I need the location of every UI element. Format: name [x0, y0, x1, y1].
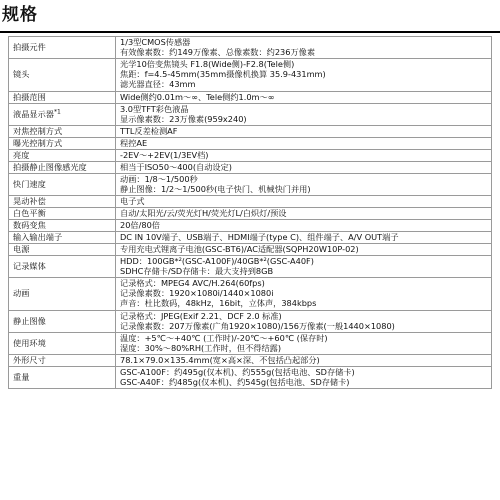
spec-value-line: 自动/太阳光/云/荧光灯H/荧光灯L/白炽灯/预设: [120, 207, 287, 218]
spec-label-text: 液晶显示器: [13, 108, 54, 119]
spec-table: [8, 36, 492, 389]
spec-value-line: 动画：1/8～1/500秒: [120, 173, 198, 184]
spec-label-text: 数码变焦: [13, 219, 46, 230]
spec-value-line: 3.0型TFT彩色液晶: [120, 103, 189, 114]
spec-value-line: GSC-A100F：约495g(仅本机)、约555g(包括电池、SD存储卡): [120, 366, 355, 377]
spec-label: [9, 220, 116, 232]
spec-label-text: 动画: [13, 288, 30, 299]
spec-value: [116, 126, 492, 138]
spec-label-text: 曝光控制方式: [13, 137, 63, 148]
spec-value: [116, 59, 492, 92]
spec-value-line: Wide侧约0.01m～∞、Tele侧约1.0m～∞: [120, 91, 275, 102]
spec-label: [9, 367, 116, 389]
spec-label-text: 使用环境: [13, 337, 46, 348]
spec-row: [9, 37, 492, 59]
spec-value-line: GSC-A40F：约485g(仅本机)、约545g(包括电池、SD存储卡): [120, 376, 350, 387]
spec-value: [116, 367, 492, 389]
spec-value-line: SDHC存储卡/SD存储卡：最大支持到8GB: [120, 265, 274, 276]
spec-value-line: -2EV～+2EV(1/3EV档): [120, 149, 209, 160]
spec-row: [9, 138, 492, 150]
spec-value-line: HDD：100GB*²(GSC-A100F)/40GB*²(GSC-A40F): [120, 255, 314, 266]
spec-value-line: 1/3型CMOS传感器: [120, 36, 191, 47]
spec-label: [9, 333, 116, 355]
spec-label-text: 镜头: [13, 69, 30, 80]
spec-row: [9, 311, 492, 333]
spec-value-line: 78.1×79.0×135.4mm(宽×高×深、不包括凸起部分): [120, 354, 320, 365]
spec-label-text: 记录媒体: [13, 260, 46, 271]
spec-label-text: 外形尺寸: [13, 354, 46, 365]
spec-label-text: 输入输出端子: [13, 231, 63, 242]
spec-value: [116, 150, 492, 162]
spec-value: [116, 256, 492, 278]
spec-label: [9, 138, 116, 150]
spec-label: [9, 311, 116, 333]
spec-label: [9, 244, 116, 256]
spec-table-body: [9, 37, 492, 389]
spec-row: [9, 162, 492, 174]
spec-label: [9, 355, 116, 367]
spec-label: [9, 126, 116, 138]
spec-value-line: 有效像素数：约149万像素、总像素数：约236万像素: [120, 46, 316, 57]
spec-value: [116, 355, 492, 367]
spec-value-line: 焦距：f=4.5-45mm(35mm摄像机换算 35.9-431mm): [120, 69, 326, 80]
spec-value-line: TTL反差检测AF: [120, 125, 178, 136]
spec-label: [9, 37, 116, 59]
title-divider: [0, 31, 500, 33]
spec-value-line: 记录像素数：1920×1080i/1440×1080i: [120, 288, 274, 299]
spec-value: [116, 196, 492, 208]
spec-row: [9, 278, 492, 311]
spec-row: [9, 256, 492, 278]
spec-value-line: 专用充电式锂离子电池(GSC-BT6)/AC适配器(SQPH20W10P-02): [120, 243, 359, 254]
spec-value: [116, 138, 492, 150]
spec-value: [116, 220, 492, 232]
spec-value-line: 记录像素数：207万像素(广角1920×1080)/156万像素(一般1440×1080): [120, 320, 395, 331]
spec-label: [9, 256, 116, 278]
spec-label: [9, 162, 116, 174]
spec-row: [9, 333, 492, 355]
spec-value-line: 相当于ISO50～400(自动设定): [120, 161, 232, 172]
spec-label: [9, 59, 116, 92]
spec-row: [9, 150, 492, 162]
spec-label: [9, 150, 116, 162]
spec-value: [116, 92, 492, 104]
spec-label: [9, 92, 116, 104]
spec-label-text: 白色平衡: [13, 207, 46, 218]
spec-row: [9, 174, 492, 196]
spec-value: [116, 104, 492, 126]
spec-label: [9, 232, 116, 244]
spec-value-line: 显示像素数：23万像素(959x240): [120, 113, 247, 124]
spec-value-line: 光学10倍变焦镜头 F1.8(Wide侧)-F2.8(Tele侧): [120, 59, 295, 70]
spec-label-text: 对焦控制方式: [13, 125, 63, 136]
spec-value-line: 滤光器直径：43mm: [120, 78, 196, 89]
spec-row: [9, 92, 492, 104]
spec-label: [9, 104, 116, 126]
spec-row: [9, 220, 492, 232]
spec-row: [9, 104, 492, 126]
spec-label: [9, 208, 116, 220]
spec-label: [9, 174, 116, 196]
spec-value-line: 记录格式：MPEG4 AVC/H.264(60fps): [120, 278, 265, 289]
spec-row: [9, 208, 492, 220]
spec-value-line: DC IN 10V端子、USB端子、HDMI端子(type C)、组件端子、A/V OUT端子: [120, 231, 399, 242]
spec-value: [116, 232, 492, 244]
spec-row: [9, 244, 492, 256]
spec-value-line: 20倍/80倍: [120, 219, 160, 230]
spec-value-line: 湿度：30%～80%RH(工作时，但不得结露): [120, 342, 282, 353]
spec-row: [9, 367, 492, 389]
spec-value-line: 温度：+5℃～+40℃ (工作时)/-20℃～+60℃ (保存时): [120, 332, 328, 343]
spec-label-text: 晃动补偿: [13, 195, 46, 206]
spec-row: [9, 59, 492, 92]
spec-value-line: 声音：杜比数码，48kHz，16bit，立体声，384kbps: [120, 297, 317, 308]
spec-label-text: 拍摄元件: [13, 41, 46, 52]
spec-value-line: 电子式: [120, 195, 145, 206]
spec-value-line: 记录格式：JPEG(Exif 2.21、DCF 2.0 标准): [120, 310, 282, 321]
spec-label-text: 拍摄静止图像感光度: [13, 161, 87, 172]
spec-value: [116, 333, 492, 355]
spec-value: [116, 37, 492, 59]
spec-value: [116, 162, 492, 174]
spec-label-text: 重量: [13, 371, 30, 382]
spec-label-text: 电源: [13, 243, 30, 254]
spec-label: [9, 196, 116, 208]
spec-label-text: 快门速度: [13, 178, 46, 189]
spec-label: [9, 278, 116, 311]
spec-value: [116, 208, 492, 220]
footnote-marker: *1: [53, 107, 61, 115]
spec-value-line: 静止图像：1/2～1/500秒(电子快门、机械快门并用): [120, 183, 311, 194]
spec-value: [116, 174, 492, 196]
spec-label-text: 拍摄范围: [13, 91, 46, 102]
spec-row: [9, 196, 492, 208]
spec-value: [116, 311, 492, 333]
spec-value: [116, 244, 492, 256]
page-title: 规格: [2, 5, 38, 25]
spec-value: [116, 278, 492, 311]
spec-row: [9, 355, 492, 367]
spec-value-line: 程控AE: [120, 137, 148, 148]
spec-label-text: 亮度: [13, 149, 30, 160]
spec-label-text: 静止图像: [13, 315, 46, 326]
spec-row: [9, 126, 492, 138]
spec-row: [9, 232, 492, 244]
